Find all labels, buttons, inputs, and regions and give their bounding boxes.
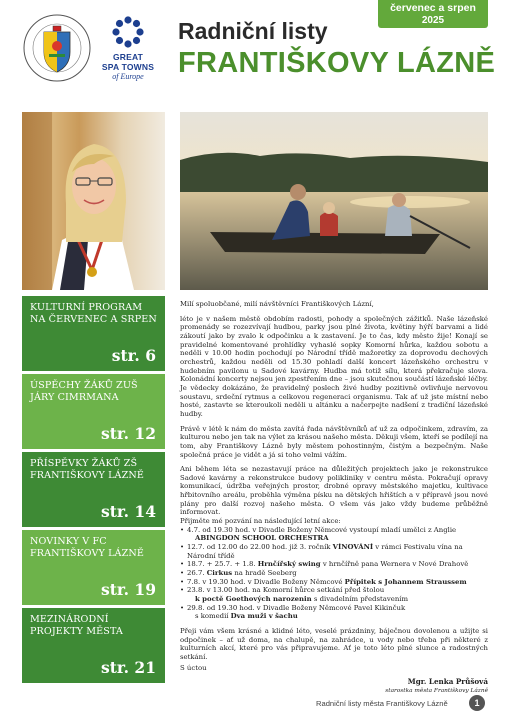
event-text: 12.7. od 12.00 do 22.00 hod. již 3. ročník <box>187 543 333 552</box>
gst-line-3: of Europe <box>112 72 144 81</box>
greeting: S úctou <box>180 663 207 672</box>
contents-item-label: NOVINKY V FC FRANTIŠKOVY LÁZNĚ <box>30 536 144 559</box>
event-text: 7.8. v 19.30 hod. v Divadle Boženy Němcové <box>187 577 345 586</box>
contents-item-page: str. 12 <box>101 424 156 443</box>
event-highlight: Cirkus <box>206 569 233 578</box>
contents-item-label: KULTURNÍ PROGRAM NA ČERVENEC A SRPEN <box>30 302 157 325</box>
mayor-letter <box>180 300 488 696</box>
lake-illustration <box>180 112 488 290</box>
event-item <box>180 569 488 578</box>
salutation: Milí spoluobčané, milí návštěvníci Františkových Lázní, <box>180 300 374 308</box>
event-text: 18.7. + 25.7. + 1.8. <box>187 560 258 569</box>
paragraph: Právě v létě k nám do města zavítá řada návštěvníků ať už za odpočinkem, zdravím, za kulturou nebo jen tak na výlet za krásou našeho města. Děkuji všem, kteří se podílejí na tom, aby Františkovy Lázně byly městem pohostinným, čistým a bezpečným. Naše společná práce je vidět a já si toho velmi vážím. <box>180 424 488 459</box>
paragraph: Ani během léta se nezastavují práce na důležitých projektech jako je rekonstrukce Sadové kavárny a rekonstrukce budovy polikliniky v centru města. Pokračují opravy komunikací, údržba veřejných prostor, drobné opravy městského majetku, kultivace hřbitovního areálu, proběhla výměna písku na dětských hřištích a v přípravě jsou nové plány pro další rozvoj našeho města. O všem vás jako vždy budeme průběžně informovat. <box>180 465 488 517</box>
event-text: 23.8. v 13.00 hod. na Komorní hůrce setkání před štolou <box>187 586 385 595</box>
town-title: FRANTIŠKOVY LÁZNĚ <box>178 47 496 79</box>
event-text: 26.7. <box>187 569 207 578</box>
contents-item <box>22 452 165 527</box>
page-number: 1 <box>469 695 485 711</box>
events-intro: Přijměte mé pozvání na následující letní akce: <box>180 517 341 526</box>
mayor-portrait-photo <box>22 112 165 290</box>
event-text: 29.8. od 19.30 hod. v Divadle Boženy Němcové Pavel Kikinčuk <box>187 603 406 612</box>
event-highlight: VÍNOVÁNÍ <box>332 543 374 552</box>
coat-of-arms-logo <box>22 10 92 86</box>
issue-badge <box>378 0 488 28</box>
contents-item-page: str. 21 <box>101 658 156 677</box>
signature-name: Mgr. Lenka Průšová <box>407 677 488 687</box>
paragraph: léto je v našem městě obdobím radosti, pohody a společných zážitků. Naše lázeňské promenády se rozezvívají hudbou, parky jsou plné života, květiny hýří barvami a lidé zákoutí jako by zvalo k odpočinku a k zastavení. Je to čas, kdy město žije! Konají se pravidelné komentované prohlídky vyhaslé sopky Komorní hůrka, každou sobotu a neděli v 10.00 hodin pochodují po Národní třídě mažoretky za doprovodu dechových orchestrů, každou neděli od 15.30 pohladí další koncert lázeňského orchestru v hudebním pavilonu u Sadové kavárny. Hudba má totiž sílu, která překračuje slova. Kolonádní koncerty nejsou jen zpestřením dne – jsou skutečnou součástí lázeňské léčby. Je vědecky dokázáno, že pravidelný poslech živé hudby pozitivně ovlivňuje nervovou soustavu, srdeční rytmus a celkovou regeneraci organismu. Tak ať už jste místní nebo hosté, zastavte se kteroukoli neděli u altánku a načerpejte nadšení z tradiční lázeňské hudby. <box>180 314 488 418</box>
event-text: s komedií <box>195 612 231 621</box>
event-item <box>180 560 488 569</box>
contents-item <box>22 608 165 683</box>
spa-flower-icon <box>110 14 146 50</box>
event-item <box>180 543 488 560</box>
contents-sidebar <box>22 296 165 686</box>
event-highlight: Dva muži v šachu <box>230 612 298 621</box>
event-text: s divadelním představením <box>311 595 409 603</box>
gst-line-2: SPA TOWNS <box>101 62 155 72</box>
footer-publication-name: Radniční listy města Františkovy Lázně <box>316 699 448 708</box>
portrait-illustration <box>22 112 165 290</box>
contents-item <box>22 530 165 605</box>
event-text: v rámci Festivalu vína na Národní třídě <box>187 543 463 560</box>
gst-line-1: GREAT <box>112 52 144 62</box>
lake-boat-photo <box>180 112 488 290</box>
publication-title: Radniční listy <box>178 18 328 44</box>
signature-title: starostka města Františkovy Lázně <box>385 687 488 694</box>
contents-item-label: MEZINÁRODNÍ PROJEKTY MĚSTA <box>30 614 123 637</box>
contents-item <box>22 296 165 371</box>
event-item <box>180 586 488 603</box>
contents-item-page: str. 14 <box>101 502 156 521</box>
event-text: v hrnčířně pana Wernera v Nové Drahově <box>320 560 469 569</box>
contents-item <box>22 374 165 449</box>
paragraph: Přeji vám všem krásné a klidné léto, veselé prázdniny, báječnou dovolenou a užijte si odpočinek – ať už doma, na chalupě, na zahrádce, u vody nebo třeba při některé z kulturních akcí, které pro vás připravujeme. Ať je toto léto plné slunce a radostných setkání. <box>180 626 488 661</box>
contents-item-label: ÚSPĚCHY ŽÁKŮ ZUŠ JÁRY CIMRMANA <box>30 380 138 403</box>
event-highlight: ABINGDON SCHOOL ORCHESTRA <box>195 534 329 543</box>
events-list <box>180 526 488 621</box>
contents-item-page: str. 19 <box>101 580 156 599</box>
contents-item-page: str. 6 <box>111 346 156 365</box>
event-text: na hradě Seeberg <box>232 569 297 578</box>
event-highlight: Hrnčířský swing <box>257 560 321 569</box>
event-text: 4.7. od 19.30 hod. v Divadle Boženy Němcové vystoupí mladí umělci z Anglie <box>187 525 457 534</box>
event-item <box>180 604 488 621</box>
masthead <box>0 0 510 100</box>
contents-item-label: PŘÍSPĚVKY ŽÁKŮ ZŠ FRANTIŠKOVY LÁZNĚ <box>30 458 144 481</box>
issue-month: červenec a srpen <box>390 2 476 14</box>
event-highlight: k poctě Goethových narozenin <box>195 595 312 603</box>
event-highlight: Přípitek s Johannem Straussem <box>344 577 467 586</box>
great-spa-towns-logo <box>98 14 158 82</box>
event-item <box>180 526 488 543</box>
issue-year: 2025 <box>421 15 445 26</box>
